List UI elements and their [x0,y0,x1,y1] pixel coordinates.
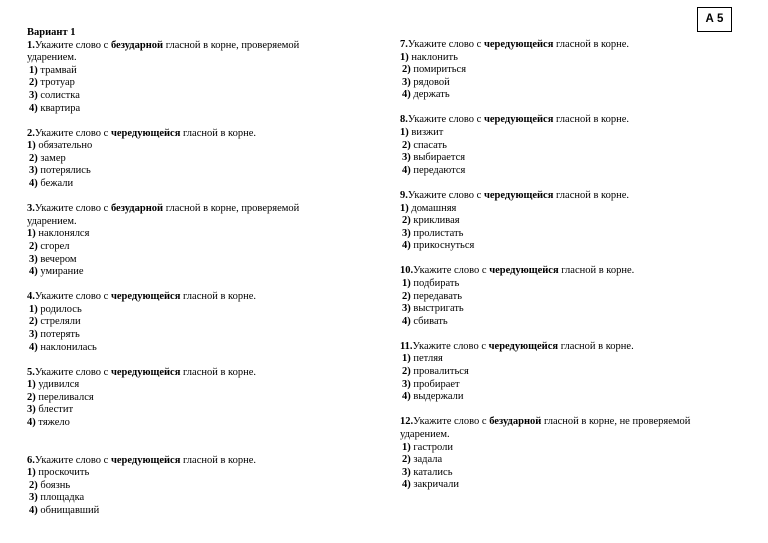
question-text [400,190,730,203]
question-item [27,291,347,354]
answer-option [27,392,347,405]
answer-option [27,90,347,103]
answer-option [27,316,347,329]
option-text: пролистать [410,227,464,239]
option-text: обнищавший [37,505,100,516]
option-text: задала [410,454,443,466]
answer-option [400,240,730,253]
option-text: обязательно [35,140,93,152]
option-number: 4) [402,89,411,101]
option-text: спасать [410,139,447,151]
answer-option [400,89,730,102]
option-text: наклонялся [35,228,90,240]
question-suffix: гласной в корне. [553,189,630,201]
question-item [27,455,347,518]
option-number: 2) [402,290,411,302]
option-text: боязнь [37,479,71,491]
option-text: выдержали [410,391,464,403]
option-text: передаются [410,164,466,176]
question-item [27,203,347,279]
answer-option [27,65,347,78]
question-item [27,40,347,116]
option-text: тяжело [35,417,70,429]
answer-option [27,228,347,241]
question-keyword: безударной [110,203,164,215]
option-text: сгорел [37,240,70,252]
answer-option [27,178,347,191]
option-number: 1) [27,140,36,152]
answer-option [27,153,347,166]
option-text: крикливая [410,215,460,227]
answer-option [400,379,730,392]
option-text: площадка [37,492,85,504]
question-prefix: Укажите слово с [412,340,489,352]
question-keyword: чередующейся [483,39,554,50]
option-number: 2) [402,64,411,76]
answer-option [400,127,730,140]
question-text [27,40,347,65]
option-number: 4) [402,479,411,491]
question-suffix: гласной в корне. [180,366,257,378]
option-number: 3) [29,253,38,265]
question-text [400,416,730,441]
option-number: 1) [29,64,38,76]
question-number: 12. [400,416,414,428]
question-number: 10. [400,265,414,277]
question-keyword: чередующейся [483,189,554,201]
question-prefix: Укажите слово с [413,416,490,428]
option-number: 3) [402,76,411,88]
option-number: 1) [402,353,411,365]
answer-option [400,353,730,366]
question-text [400,265,730,278]
question-keyword: чередующейся [110,454,181,466]
question-prefix: Укажите слово с [407,39,484,50]
option-number: 3) [402,378,411,390]
option-number: 1) [400,127,409,139]
question-suffix: гласной в корне. [558,265,635,277]
question-text [27,367,347,380]
question-prefix: Укажите слово с [34,127,111,139]
option-text: бежали [37,178,74,190]
answer-option [400,391,730,404]
option-number: 3) [29,89,38,101]
question-number: 9. [400,189,408,201]
option-number: 4) [402,315,411,327]
option-number: 3) [29,492,38,504]
question-keyword: чередующейся [110,291,181,303]
option-number: 4) [402,240,411,252]
option-number: 4) [29,505,38,516]
answer-option [400,52,730,65]
question-number: 1. [27,39,35,51]
option-number: 2) [402,454,411,466]
question-keyword: безударной [489,416,542,428]
answer-option [27,241,347,254]
question-item [400,39,730,102]
option-text: передавать [410,290,463,302]
question-item [400,416,730,492]
answer-option [27,492,347,505]
question-number: 8. [400,114,408,126]
question-suffix: гласной в корне. [180,454,257,466]
option-number: 2) [29,77,38,89]
option-text: домашняя [408,202,457,214]
question-suffix: гласной в корне. [180,127,257,139]
question-number: 11. [400,340,413,352]
option-number: 1) [402,441,411,453]
answer-option [27,379,347,392]
question-prefix: Укажите слово с [34,39,111,51]
option-text: замер [37,152,66,164]
answer-option [400,64,730,77]
answer-option [27,404,347,417]
option-text: помириться [410,64,467,76]
question-suffix: гласной в корне. [553,39,630,50]
question-text [27,128,347,141]
question-suffix: гласной в корне, проверяемой ударением. [27,39,300,64]
answer-option [400,467,730,480]
question-text [400,39,730,52]
option-text: пробирает [410,378,460,390]
answer-option [400,278,730,291]
answer-option [400,215,730,228]
option-text: потерялись [37,165,91,177]
answer-option [27,254,347,267]
question-item [400,114,730,177]
variant-badge: А 5 [697,7,732,32]
option-text: потерять [37,328,80,340]
answer-option [27,165,347,178]
option-text: наклонилась [37,341,97,353]
answer-option [27,342,347,355]
question-prefix: Укажите слово с [407,189,484,201]
option-number: 1) [402,278,411,289]
question-number: 6. [27,454,35,466]
question-keyword: чередующейся [489,265,559,277]
question-list-left [27,40,347,518]
question-keyword: чередующейся [110,366,181,378]
left-column [27,27,347,530]
answer-option [400,479,730,492]
option-text: квартира [37,102,81,114]
question-suffix: гласной в корне. [558,340,634,352]
option-text: закричали [410,479,460,491]
question-number: 4. [27,291,35,303]
answer-option [400,366,730,379]
question-prefix: Укажите слово с [34,454,111,466]
option-text: вечером [37,253,77,265]
option-number: 2) [402,366,411,378]
question-keyword: чередующейся [488,340,559,352]
question-item [400,341,730,404]
option-number: 4) [29,178,38,190]
option-text: подбирать [410,278,460,289]
question-number: 5. [27,366,35,378]
question-number: 7. [400,39,408,50]
question-list-right [400,39,730,492]
question-number: 2. [27,127,35,139]
option-text: сбивать [410,315,448,327]
option-number: 3) [29,165,38,177]
option-text: гастроли [410,441,453,453]
question-text [27,203,347,228]
option-text: выбирается [410,152,466,164]
answer-option [400,291,730,304]
option-number: 4) [402,391,411,403]
question-keyword: чередующейся [110,127,181,139]
option-number: 2) [29,316,38,328]
answer-option [400,77,730,90]
option-text: выстригать [410,303,464,315]
answer-option [27,329,347,342]
answer-option [400,152,730,165]
answer-option [400,203,730,216]
question-prefix: Укажите слово с [407,114,484,126]
question-prefix: Укажите слово с [34,203,111,215]
option-text: прикоснуться [410,240,475,252]
option-text: визжит [408,127,444,139]
option-number: 4) [29,341,38,353]
option-text: стреляли [37,316,81,328]
option-number: 4) [402,164,411,176]
option-number: 2) [29,479,38,491]
answer-option [400,140,730,153]
answer-option [400,454,730,467]
option-number: 1) [27,467,36,479]
question-suffix: гласной в корне. [180,291,257,303]
question-prefix: Укажите слово с [34,366,111,378]
question-item [27,367,347,430]
answer-option [400,316,730,329]
question-number: 3. [27,203,35,215]
option-number: 2) [402,215,411,227]
option-number: 3) [27,404,36,416]
option-text: провалиться [410,366,469,378]
option-number: 3) [402,152,411,164]
question-suffix: гласной в корне, проверяемой ударением. [27,203,300,227]
option-number: 3) [29,328,38,340]
question-text [400,341,730,354]
answer-option [27,417,347,430]
option-number: 2) [29,240,38,252]
answer-option [27,467,347,480]
option-number: 2) [27,391,36,403]
option-number: 1) [400,51,409,63]
option-text: солистка [37,89,80,101]
question-item [27,128,347,191]
question-keyword: чередующейся [483,114,554,126]
option-number: 2) [402,139,411,151]
question-suffix: гласной в корне, не проверяемой ударением. [400,416,691,440]
option-number: 4) [29,102,38,114]
option-text: блестит [35,404,74,416]
question-text [27,455,347,468]
option-number: 1) [27,379,36,391]
answer-option [400,303,730,316]
option-number: 1) [27,228,36,240]
option-text: родилось [37,303,82,315]
option-number: 1) [400,202,409,214]
question-item [400,265,730,328]
answer-option [27,266,347,279]
question-text [400,114,730,127]
option-number: 3) [402,466,411,478]
answer-option [27,140,347,153]
answer-option [400,228,730,241]
option-text: петляя [410,353,443,365]
answer-option [400,442,730,455]
option-text: умирание [37,266,84,278]
option-text: удивился [35,379,80,391]
page-title: Вариант 1 [27,27,76,38]
option-number: 1) [29,303,38,315]
option-text: наклонить [408,51,458,63]
question-item [400,190,730,253]
option-number: 4) [29,266,38,278]
question-text [27,291,347,304]
option-text: проскочить [35,467,90,479]
option-number: 2) [29,152,38,164]
option-text: катались [410,466,453,478]
answer-option [27,77,347,90]
answer-option [27,103,347,116]
option-number: 3) [402,227,411,239]
option-text: рядовой [410,76,450,88]
answer-option [400,165,730,178]
option-number: 4) [27,417,36,429]
question-prefix: Укажите слово с [34,291,111,303]
answer-option [27,304,347,317]
question-prefix: Укажите слово с [413,265,490,277]
question-keyword: безударной [110,39,164,51]
option-text: переливался [35,391,94,403]
option-text: держать [410,89,450,101]
option-number: 3) [402,303,411,315]
answer-option [27,505,347,518]
answer-option [27,480,347,493]
right-column [400,39,730,504]
question-suffix: гласной в корне. [553,114,630,126]
option-text: тротуар [37,77,75,89]
option-text: трамвай [37,64,77,76]
